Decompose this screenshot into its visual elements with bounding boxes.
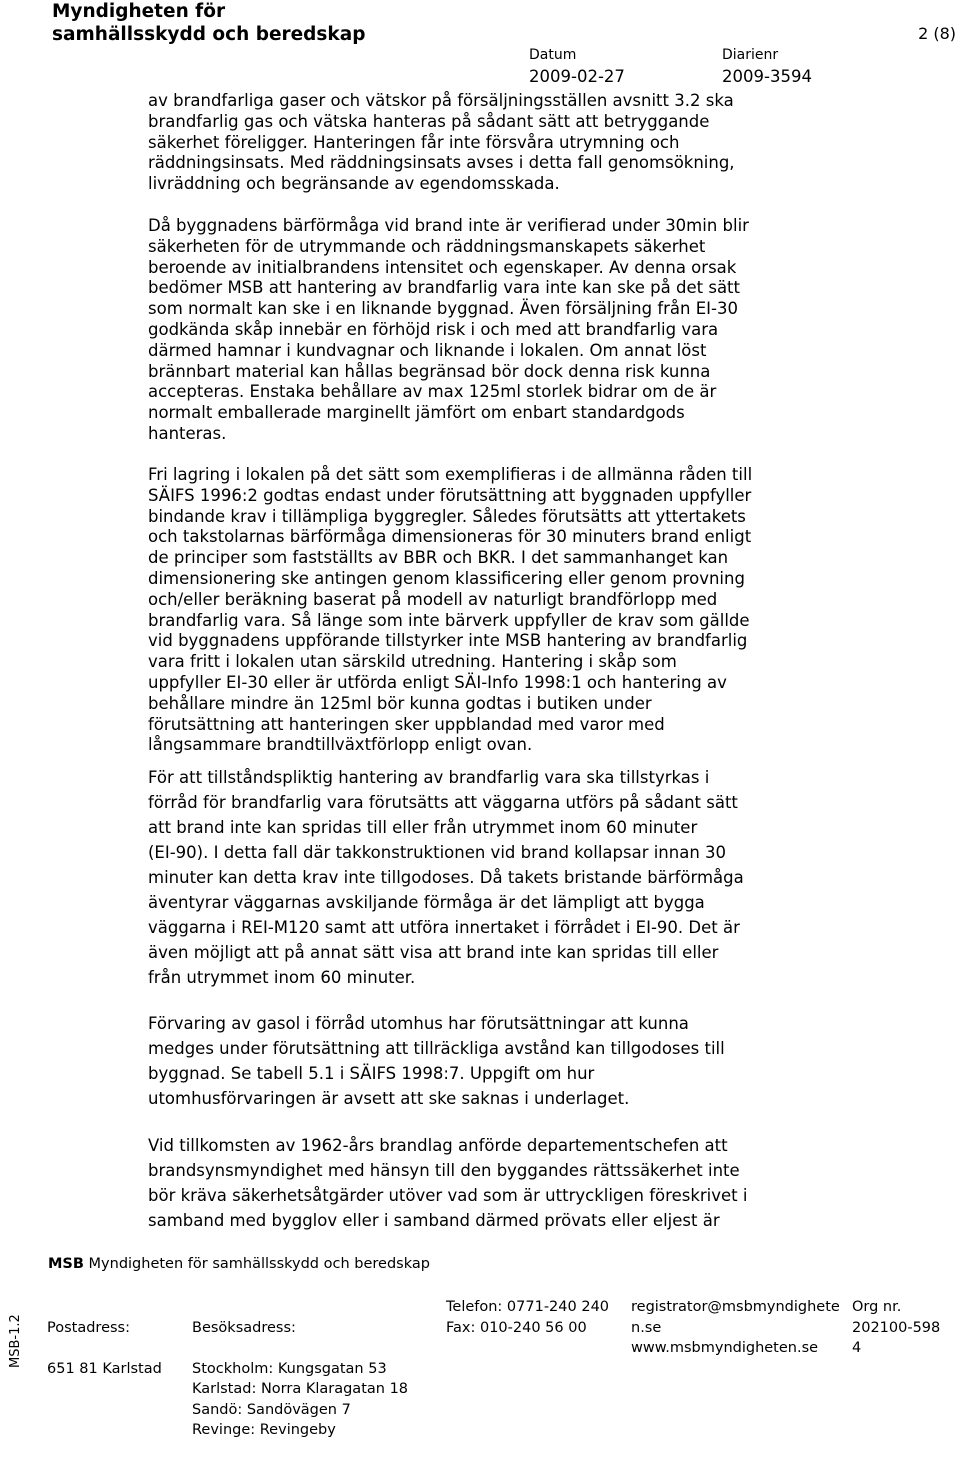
diary-label: Diarienr — [722, 47, 779, 63]
footer-postal — [47, 1297, 162, 1400]
organization-name — [52, 0, 365, 46]
date-label: Datum — [529, 47, 577, 63]
postal-value: 651 81 Karlstad — [47, 1360, 162, 1377]
paragraph-6: Vid tillkomsten av 1962-års brandlag anförde departementschefen att brandsynsmyndighet med hänsyn till den byggandes rättssäkerhet inte bör kräva säkerhetsåtgärder utöver vad som är uttryckligen föreskrivet i samband med bygglov eller i samband därmed prövats eller eljest är — [148, 1136, 748, 1230]
page-number: 2 (8) — [918, 24, 956, 43]
org-name-line-2: samhällsskydd och beredskap — [52, 24, 366, 45]
footer-phone: Telefon: 0771-240 240 Fax: 010-240 56 00 — [446, 1299, 610, 1336]
paragraph-1: av brandfarliga gaser och vätskor på försäljningsställen avsnitt 3.2 ska brandfarlig gas och vätska hanteras på sådant sätt att betryggande säkerhet föreligger. Hanteringen får inte försvåra utrymning och räddningsinsats. Med räddningsinsats avses i detta fall genomsökning, livräddning och begränsande av egendomsskada. — [148, 91, 735, 194]
paragraph-2: Då byggnadens bärförmåga vid brand inte är verifierad under 30min blir säkerheten för de utrymmande och räddningsmanskapets säkerhet beroende av initialbrandens intensitet och egenskaper. Av denna orsak bedömer MSB att hantering av brandfarlig vara inte kan ske på det sätt som normalt kan ske i en liknande byggnad. Även försäljning från EI-30 godkända skåp innebär en förhöjd risk i och med att brandfarlig vara därmed hamnar i kundvagnar och liknande i lokalen. Om annat löst brännbart material kan hållas begränsad bör dock denna risk kunna accepteras. Enstaka behållare av max 125ml storlek bidrar om de är normalt emballerade marginellt jämfört om enbart standardgods hanteras. — [148, 216, 749, 443]
footer-organization — [48, 1256, 430, 1272]
org-name-line-1: Myndigheten för — [52, 1, 226, 22]
postal-label: Postadress: — [47, 1319, 130, 1336]
footer-email-web: registrator@msbmyndighete n.se www.msbmyndigheten.se — [631, 1299, 840, 1356]
paragraph-3: Fri lagring i lokalen på det sätt som exemplifieras i de allmänna råden till SÄIFS 1996:2 godtas endast under förutsättning att byggnaden uppfyller bindande krav i tillämpliga byggregler. Således förutsätts att yttertakets och takstolarnas bärförmåga dimensioneras för 30 minuters brand enligt de principer som fastställts av BBR och BKR. I det sammanhanget kan dimensionering ske antingen genom klassificering eller genom provning och/eller beräkning baserat på modell av naturligt brandförlopp med brandfarlig vara. Så länge som inte bärverk uppfyller de krav som gällde vid byggnadens uppförande tillstyrker inte MSB hantering av brandfarlig vara fritt i lokalen utan särskild utredning. Hantering i skåp som uppfyller EI-30 eller är utförda enligt SÄI-Info 1998:1 och hantering av behållare mindre än 125ml bör kunna godtas i butiken under förutsättning att hanteringen sker uppblandad med varor med långsammare brandtillväxtförlopp enligt ovan. — [148, 465, 753, 755]
paragraph-5: Förvaring av gasol i förråd utomhus har förutsättningar att kunna medges under förutsättning att tillräckliga avstånd kan tillgodoses till byggnad. Se tabell 5.1 i SÄIFS 1998:7. Uppgift om hur utomhusförvaringen är avsett att ske saknas i underlaget. — [148, 1014, 725, 1108]
document-code: MSB-1.2 — [8, 1314, 23, 1368]
diary-value: 2009-3594 — [722, 67, 812, 86]
visit-label: Besöksadress: — [192, 1319, 296, 1336]
footer-visit — [192, 1297, 408, 1461]
date-value: 2009-02-27 — [529, 67, 625, 86]
footer-org-full: Myndigheten för samhällsskydd och beredskap — [88, 1256, 430, 1272]
footer-org-nr: Org nr. 202100-598 4 — [852, 1299, 941, 1356]
visit-lines: Stockholm: Kungsgatan 53 Karlstad: Norra Klaragatan 18 Sandö: Sandövägen 7 Revinge: Revingeby — [192, 1360, 409, 1438]
paragraph-4: För att tillståndspliktig hantering av brandfarlig vara ska tillstyrkas i förråd för brandfarlig vara förutsätts att väggarna utförs på sådant sätt att brand inte kan spridas till eller från utrymmet inom 60 minuter (EI-90). I detta fall där takkonstruktionen vid brand kollapsar innan 30 minuter kan detta krav inte tillgodoses. Då takets bristande bärförmåga äventyrar väggarnas avskiljande förmåga är det lämpligt att bygga väggarna i REI-M120 samt att utföra innertaket i förrådet i EI-90. Det är även möjligt att på annat sätt visa att brand inte kan spridas till eller från utrymmet inom 60 minuter. — [148, 768, 744, 987]
footer-abbr: MSB — [48, 1256, 84, 1272]
